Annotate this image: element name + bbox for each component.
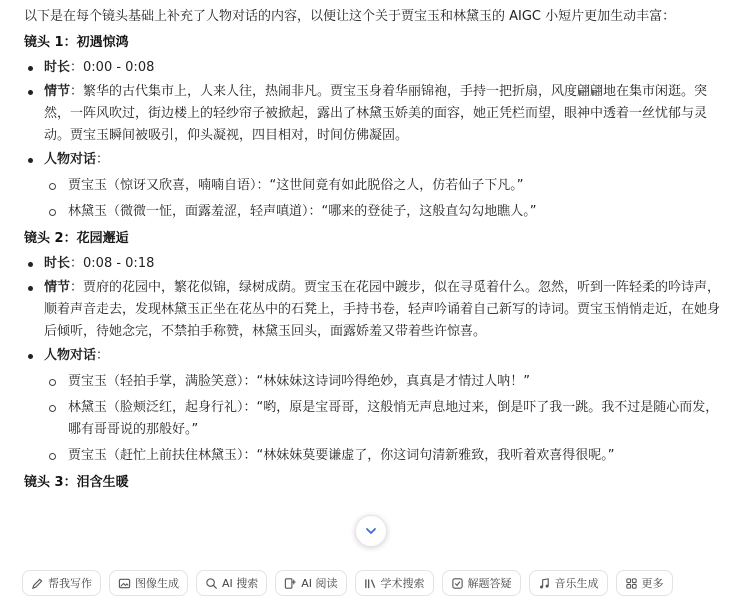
pen-icon [31,577,44,590]
chip-write[interactable]: 帮我写作 [22,570,101,596]
shot-dialogue: 人物对话： 贾宝玉（惊讶又欣喜，喃喃自语）：“这世间竟有如此脱俗之人，仿若仙子下凡。” 林黛玉（微微一怔，面露羞涩，轻声嗔道）：“哪来的登徒子，这般直勾勾地瞧人。” [24,149,724,223]
shot-1 [24,33,724,223]
chip-ai-reading[interactable]: AI 阅读 [275,570,346,596]
chip-image[interactable]: 图像生成 [109,570,188,596]
shot-3 [24,473,724,493]
shot-title: 镜头 3：泪含生暖 [24,475,129,490]
shot-title: 镜头 2：花园邂逅 [24,231,129,246]
intro-text: 以下是在每个镜头基础上补充了人物对话的内容，以便让这个关于贾宝玉和林黛玉的 AIGC 小短片更加生动丰富： [24,9,676,24]
shot-plot: 情节：贾府的花园中，繁花似锦，绿树成荫。贾宝玉在花园中踱步，似在寻觅着什么。忽然，听到一阵轻柔的吟诗声，顺着声音走去，发现林黛玉正坐在花丛中的石凳上，手持书卷，轻声吟诵着自己新写的诗词。贾宝玉悄悄走近，在她身后倾听，待她念完，不禁拍手称赞，林黛玉回头，面露娇羞又带着些许惊喜。 [24,277,724,343]
shot-duration: 时长：0:00 - 0:08 [24,57,724,79]
dialogue-line: 贾宝玉（赶忙上前扶住林黛玉）：“林妹妹莫要谦虚了，你这词句清新雅致，我听着欢喜得很呢。” [44,445,724,467]
chevron-down-icon [364,524,378,538]
dialogue-line: 林黛玉（微微一怔，面露羞涩，轻声嗔道）：“哪来的登徒子，这般直勾勾地瞧人。” [44,201,724,223]
dialogue-line: 贾宝玉（惊讶又欣喜，喃喃自语）：“这世间竟有如此脱俗之人，仿若仙子下凡。” [44,175,724,197]
chip-more[interactable]: 更多 [616,570,673,596]
shot-title: 镜头 1：初遇惊鸿 [24,35,129,50]
shot-plot: 情节：繁华的古代集市上，人来人往，热闹非凡。贾宝玉身着华丽锦袍，手持一把折扇，风度翩翩地在集市闲逛。突然，一阵风吹过，街边楼上的轻纱帘子被掀起，露出了林黛玉娇美的面容，她正凭栏而望，眼神中透着一丝忧郁与灵动。贾宝玉瞬间被吸引，仰头凝视，四目相对，时间仿佛凝固。 [24,81,724,147]
chip-music[interactable]: 音乐生成 [529,570,608,596]
search-icon [205,577,218,590]
scroll-down-button[interactable] [355,515,387,547]
image-icon [118,577,131,590]
books-icon [364,577,377,590]
grid-icon [625,577,638,590]
music-icon [538,577,551,590]
shot-2 [24,229,724,467]
shot-dialogue: 人物对话： 贾宝玉（轻拍手掌，满脸笑意）：“林妹妹这诗词吟得绝妙，真真是才情过人呐！” 林黛玉（脸颊泛红，起身行礼）：“哟，原是宝哥哥，这般悄无声息地过来，倒是吓了我一跳。我不过是随心而发，哪有哥哥说的那般好。” 贾宝玉（赶忙上前扶住林黛玉）：“林妹妹莫要谦虚了，你这词句清新雅致，我听着欢喜得很呢。” [24,345,724,467]
dialogue-line: 贾宝玉（轻拍手掌，满脸笑意）：“林妹妹这诗词吟得绝妙，真真是才情过人呐！” [44,371,724,393]
chip-ai-search[interactable]: AI 搜索 [196,570,267,596]
dialogue-line: 林黛玉（脸颊泛红，起身行礼）：“哟，原是宝哥哥，这般悄无声息地过来，倒是吓了我一跳。我不过是随心而发，哪有哥哥说的那般好。” [44,397,724,441]
solve-icon [451,577,464,590]
shot-duration: 时长：0:08 - 0:18 [24,253,724,275]
chat-message [24,0,724,555]
chip-solve[interactable]: 解题答疑 [442,570,521,596]
chip-academic-search[interactable]: 学术搜索 [355,570,434,596]
tool-bar [22,570,673,596]
reading-icon [284,577,297,590]
